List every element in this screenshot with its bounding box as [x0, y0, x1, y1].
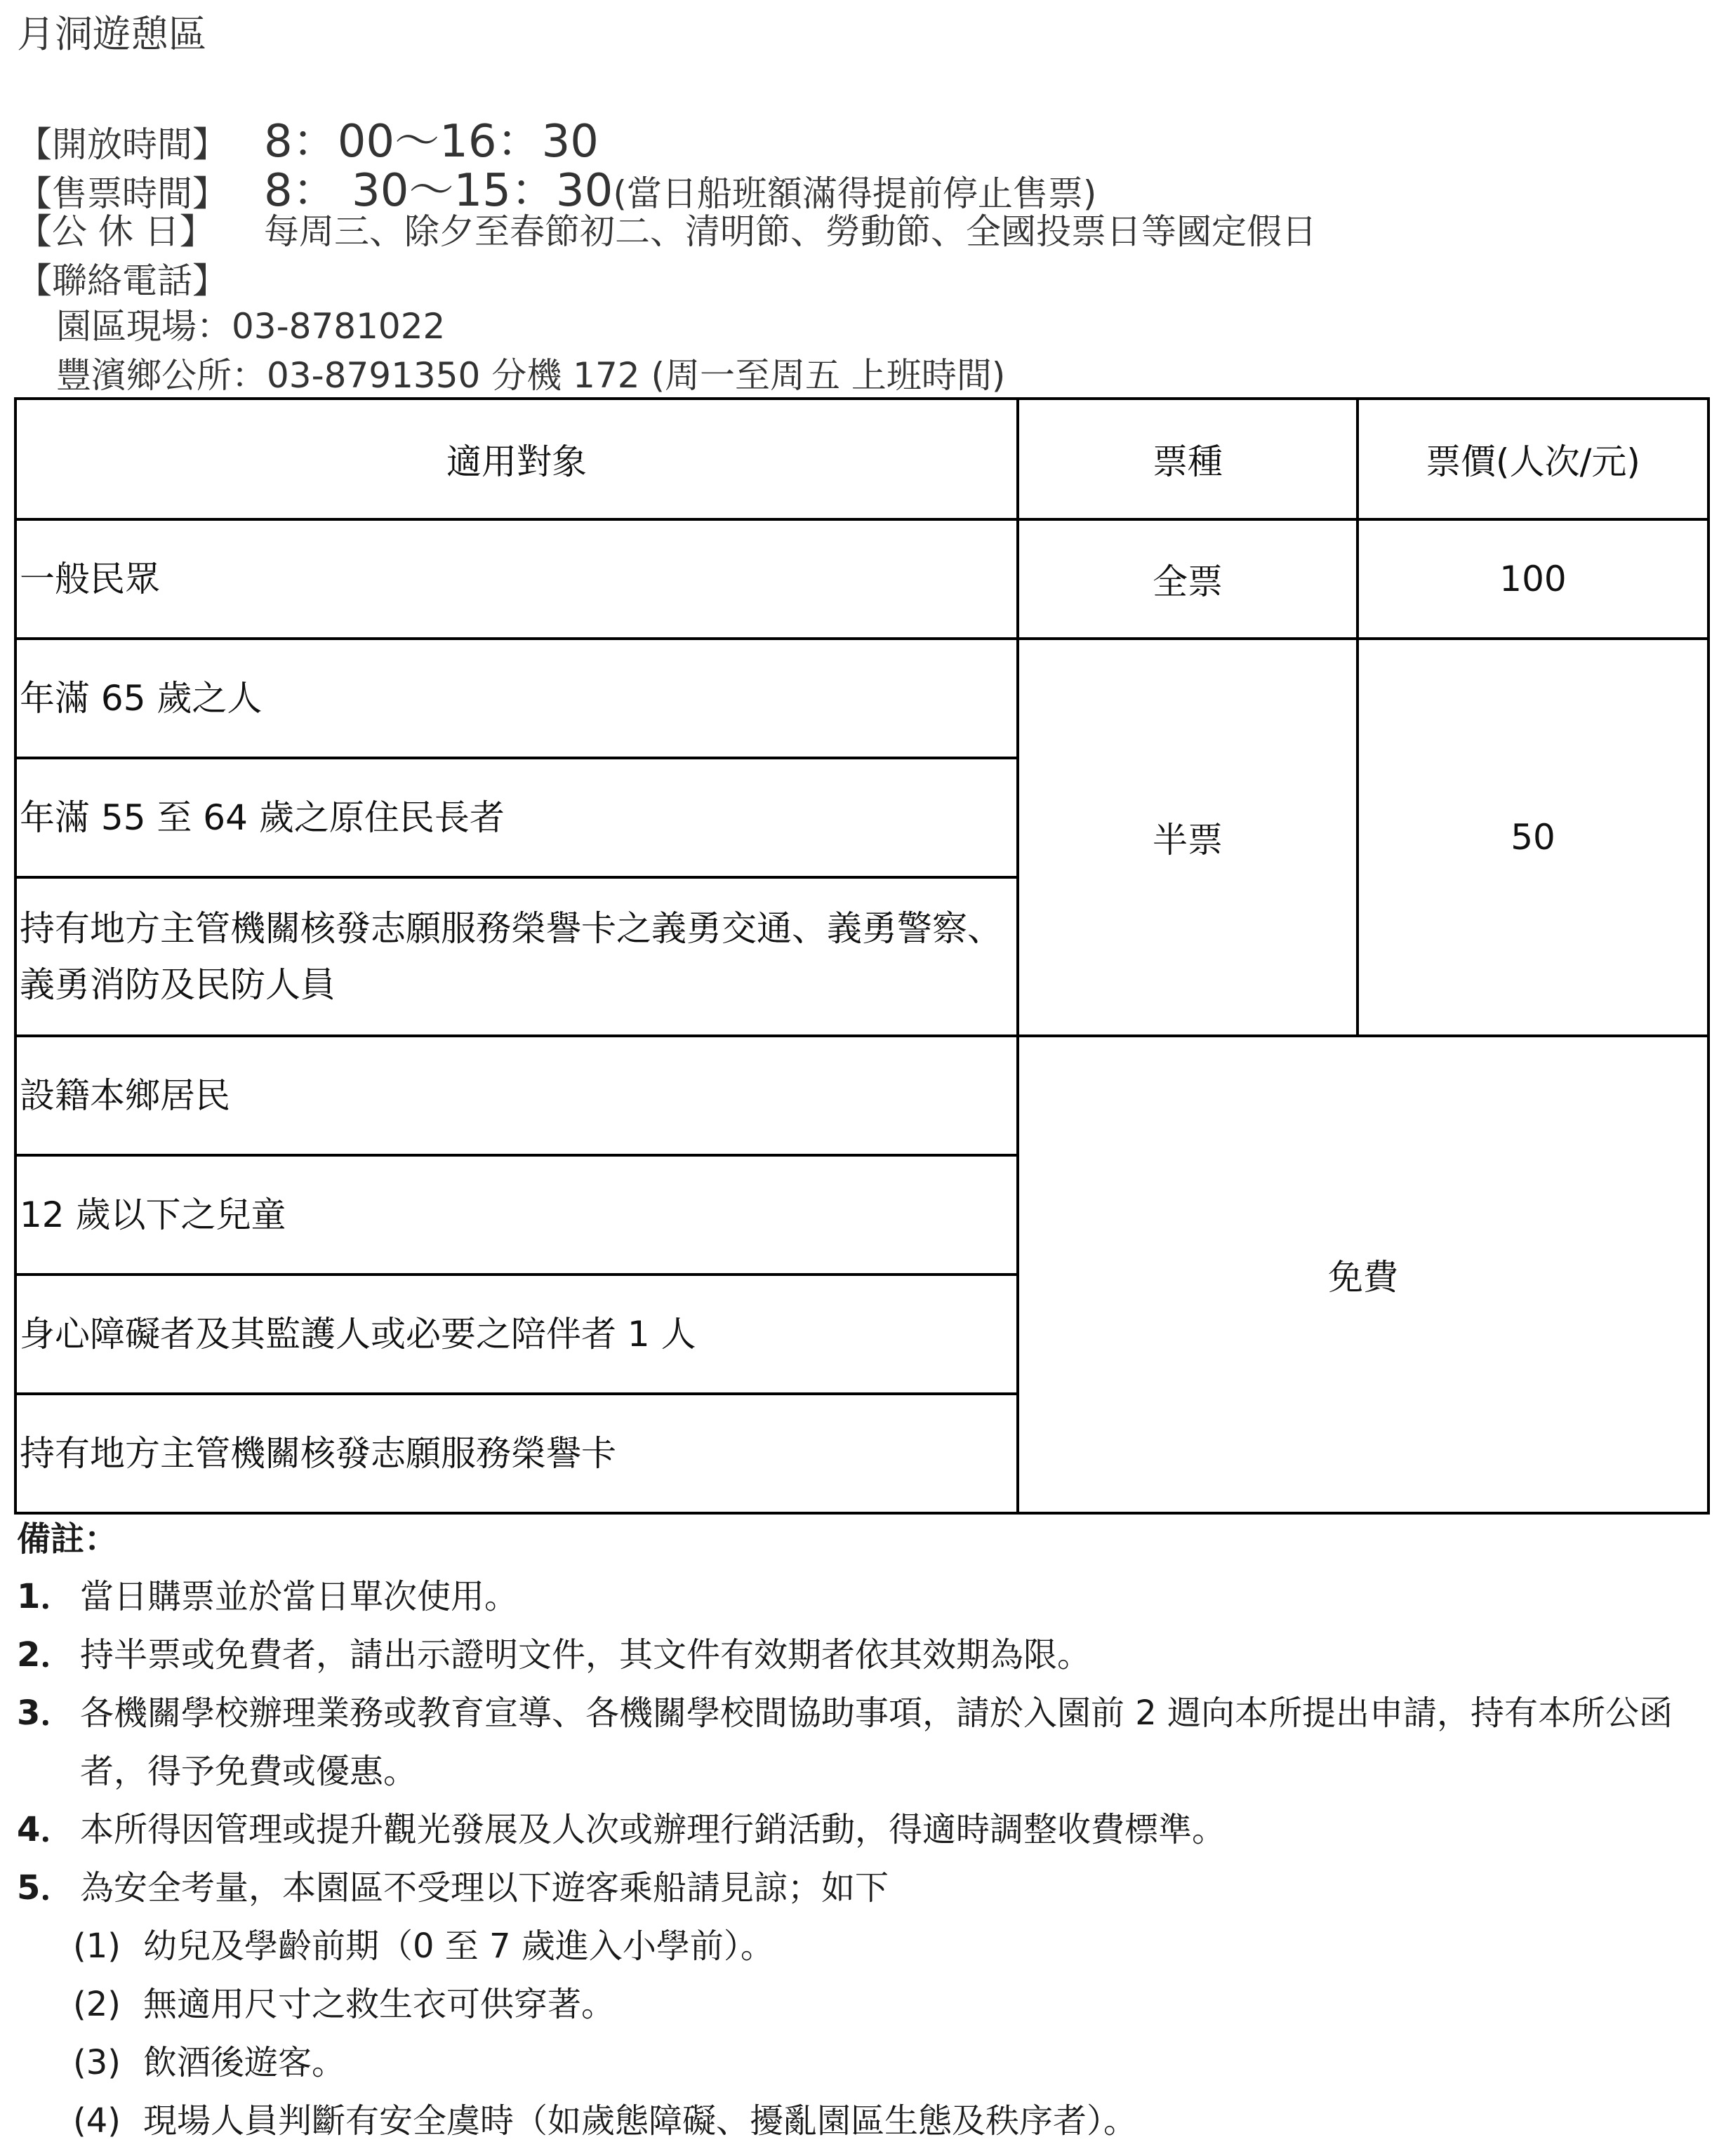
sub-item-text: 幼兒及學齡前期（0 至 7 歲進入小學前）。 [143, 1927, 774, 1966]
list-item [17, 1859, 1708, 1917]
note-number: 1． [17, 1577, 74, 1616]
notes-title: 備註： [17, 1519, 119, 1559]
fee-table-header-row [15, 399, 1708, 519]
note-number: 5． [17, 1868, 74, 1908]
closed-days-label: 【公 休 日】 [17, 211, 215, 252]
list-item [17, 1684, 1708, 1801]
contact-row [17, 253, 1701, 302]
list-item [17, 1568, 1708, 1626]
row-target-resident: 設籍本鄉居民 [15, 1036, 1018, 1155]
closed-days-row [17, 204, 1701, 253]
ticket-hours-label: 【售票時間】 [17, 173, 227, 214]
row-target-volunteer-card: 持有地方主管機關核發志願服務榮譽卡 [15, 1394, 1018, 1513]
list-item [17, 1626, 1708, 1684]
sub-list-item [17, 2034, 1708, 2092]
closed-days-value: 每周三、除夕至春節初二、清明節、勞動節、全國投票日等國定假日 [264, 211, 1317, 252]
sub-item-number: (1) [73, 1927, 121, 1966]
ticket-hours-row [17, 154, 1701, 217]
open-hours-row [17, 105, 1701, 168]
note-text: 各機關學校辦理業務或教育宣導、各機關學校間協助事項，請於入園前 2 週向本所提出申請，持有本所公函者，得予免費或優惠。 [80, 1693, 1673, 1791]
info-section [17, 105, 1701, 400]
sub-item-number: (2) [73, 1985, 121, 2024]
ticket-type-half: 半票 [1018, 639, 1358, 1036]
ticket-hours-note: (當日船班額滿得提前停止售票) [613, 173, 1097, 214]
note-text: 持半票或免費者，請出示證明文件，其文件有效期者依其效期為限。 [80, 1635, 1091, 1675]
sub-item-number: (3) [73, 2043, 121, 2082]
header-target: 適用對象 [15, 399, 1018, 519]
table-row [15, 639, 1708, 758]
sub-item-text: 飲酒後遊客。 [143, 2043, 346, 2082]
open-hours-value: 8：00～16：30 [264, 116, 599, 168]
row-target-general: 一般民眾 [15, 519, 1018, 639]
note-text: 本所得因管理或提升觀光發展及人次或辦理行銷活動，得適時調整收費標準。 [80, 1810, 1226, 1849]
row-target-senior: 年滿 65 歲之人 [15, 639, 1018, 758]
row-target-disabled: 身心障礙者及其監護人或必要之陪伴者 1 人 [15, 1275, 1018, 1394]
price-half: 50 [1358, 639, 1708, 1036]
sub-item-text: 現場人員判斷有安全虞時（如歲態障礙、擾亂園區生態及秩序者）。 [143, 2101, 1138, 2141]
header-price: 票價(人次/元) [1358, 399, 1708, 519]
list-item [17, 1801, 1708, 1859]
table-row [15, 1036, 1708, 1155]
ticket-type-full: 全票 [1018, 519, 1358, 639]
notes-section [17, 1510, 1708, 2150]
table-row [15, 519, 1708, 639]
contact-office-phone: 豐濱鄉公所：03-8791350 分機 172 (周一至周五 上班時間) [56, 355, 1006, 396]
note-text: 當日購票並於當日單次使用。 [80, 1577, 519, 1616]
note-number: 4． [17, 1810, 74, 1849]
row-target-indigenous-elder: 年滿 55 至 64 歲之原住民長者 [15, 758, 1018, 877]
header-ticket-type: 票種 [1018, 399, 1358, 519]
sub-list-item [17, 2092, 1708, 2150]
sub-list-item [17, 1976, 1708, 2034]
fee-table [14, 397, 1710, 1515]
page-title: 月洞遊憩區 [17, 12, 206, 56]
price-full: 100 [1358, 519, 1708, 639]
row-target-children: 12 歲以下之兒童 [15, 1155, 1018, 1275]
sub-item-number: (4) [73, 2101, 121, 2141]
sub-item-text: 無適用尺寸之救生衣可供穿著。 [143, 1985, 616, 2024]
ticket-hours-value: 8： 30～15：30 [264, 165, 613, 217]
open-hours-label: 【開放時間】 [17, 124, 227, 165]
row-target-volunteer-police: 持有地方主管機關核發志願服務榮譽卡之義勇交通、義勇警察、義勇消防及民防人員 [15, 877, 1018, 1036]
contact-onsite-phone: 園區現場：03-8781022 [56, 306, 446, 347]
sub-list-item [17, 1917, 1708, 1976]
free-cell: 免費 [1018, 1036, 1708, 1513]
note-number: 3． [17, 1693, 74, 1733]
note-number: 2． [17, 1635, 74, 1675]
contact-label: 【聯絡電話】 [17, 260, 227, 301]
note-text: 為安全考量，本園區不受理以下遊客乘船請見諒；如下 [80, 1868, 889, 1908]
